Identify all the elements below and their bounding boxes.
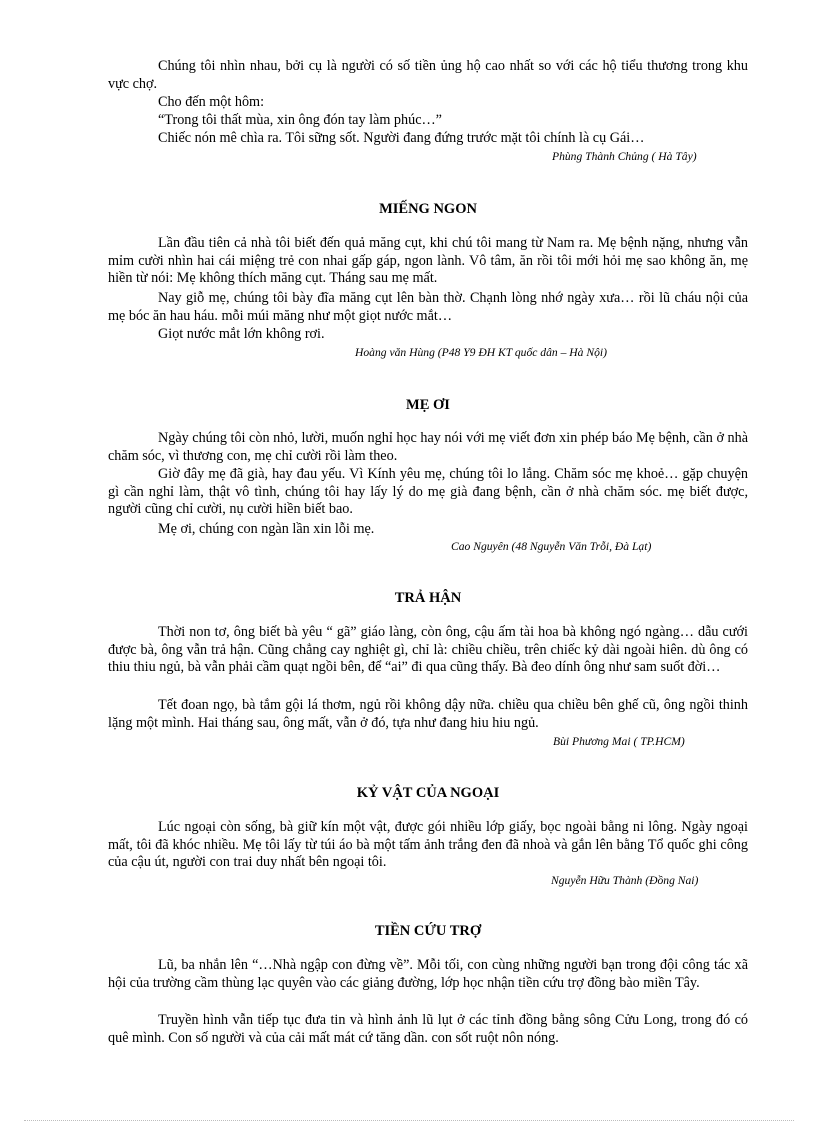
- story-title: MẸ ƠI: [406, 397, 450, 413]
- story-paragraph: Nay giỗ mẹ, chúng tôi bày đĩa măng cụt lên bàn thờ. Chạnh lòng nhớ ngày xưa… rồi lũ cháu nội của mẹ bóc ăn hau háu. mỗi múi măng như một giọt nước mắt…: [108, 290, 748, 324]
- story-paragraph: Tết đoan ngọ, bà tắm gội lá thơm, ngủ rồi không dậy nữa. chiều qua chiều bên ghế cũ, ông ngồi thinh lặng một mình. Hai tháng sau, ông mất, vẫn ở đó, tựa như đang hiu hiu ngủ.: [108, 697, 748, 731]
- author-signature: Phùng Thành Chủng ( Hà Tây): [552, 150, 697, 163]
- author-signature: Hoàng văn Hùng (P48 Y9 ĐH KT quốc dân – Hà Nội): [355, 346, 607, 359]
- story-paragraph: Thời non tơ, ông biết bà yêu “ gã” giáo làng, còn ông, cậu ấm tài hoa bà không ngó ngàng… dẫu cưới được bà, ông vẫn trả hận. Cũng chẳng cay nghiệt gì, chỉ là: chiều chiều, trên chiếc kỷ dài ngoài hiên. dù ông có thiu thiu ngủ, bà vẫn phải cầm quạt ngồi bên, để “ai” đi qua cũng thấy. Bà đeo dính ông như sam suốt đời…: [108, 624, 748, 676]
- author-signature: Nguyễn Hữu Thành (Đồng Nai): [551, 874, 699, 887]
- story-paragraph: Giờ đây mẹ đã già, hay đau yếu. Vì Kính yêu mẹ, chúng tôi lo lắng. Chăm sóc mẹ khoẻ… gặp chuyện gì cần nghỉ làm, thật vô tình, chúng tôi hay lấy lý do mẹ già đang bệnh, cần ở nhà chăm sóc. mẹ biết được, người cũng chỉ cười, nụ cười hiền biết bao.: [108, 466, 748, 518]
- author-signature: Bùi Phương Mai ( TP.HCM): [553, 735, 685, 748]
- story-paragraph: Mẹ ơi, chúng con ngàn lần xin lỗi mẹ.: [158, 521, 375, 537]
- story-paragraph: Giọt nước mắt lớn không rơi.: [158, 326, 325, 342]
- story-title: MIẾNG NGON: [379, 201, 477, 217]
- story-paragraph: Lần đầu tiên cả nhà tôi biết đến quả măng cụt, khi chú tôi mang từ Nam ra. Mẹ bệnh nặng, nhưng vẫn mỉm cười nhìn hai cái miệng trẻ con nhai gấp gáp, ngon lành. Vô tâm, ăn rồi tôi mới hỏi mẹ sao không ăn, mẹ hiền từ nói: Mẹ không thích măng cụt. Tháng sau mẹ mất.: [108, 235, 748, 287]
- story-title: TRẢ HẬN: [394, 590, 462, 606]
- story-paragraph: Chúng tôi nhìn nhau, bởi cụ là người có số tiền ủng hộ cao nhất so với các hộ tiểu thương trong khu vực chợ.: [108, 58, 748, 92]
- story-paragraph: Ngày chúng tôi còn nhỏ, lười, muốn nghỉ học hay nói với mẹ viết đơn xin phép báo Mẹ bệnh, cần ở nhà chăm sóc, vì thương con, mẹ chỉ cười rồi làm theo.: [108, 430, 748, 464]
- story-paragraph: Lũ, ba nhắn lên “…Nhà ngập con đừng về”. Mỗi tối, con cùng những người bạn trong đội công tác xã hội của trường cầm thùng lạc quyên vào các giảng đường, lớp học nhận tiền cứu trợ đồng bào miền Tây.: [108, 957, 748, 991]
- story-paragraph: Chiếc nón mê chìa ra. Tôi sững sốt. Người đang đứng trước mặt tôi chính là cụ Gái…: [158, 130, 645, 146]
- story-paragraph: “Trong tôi thất mùa, xin ông đón tay làm phúc…”: [158, 112, 442, 128]
- page-bottom-divider: [24, 1120, 794, 1121]
- story-paragraph: Truyền hình vẫn tiếp tục đưa tin và hình ảnh lũ lụt ở các tỉnh đồng bằng sông Cửu Long, trong đó có quê mình. Con số người và của cải mất mát cứ tăng dần. con sốt ruột nôn nóng.: [108, 1012, 748, 1046]
- story-title: TIỀN CỨU TRỢ: [374, 923, 482, 939]
- story-paragraph: Lúc ngoại còn sống, bà giữ kín một vật, được gói nhiều lớp giấy, bọc ngoài bằng ni lông. Ngày ngoại mất, tôi đã khóc nhiều. Mẹ tôi lấy từ túi áo bà một tấm ảnh trắng đen đã nhoà và gắn lên bằng Tổ quốc ghi công của cậu út, người con trai duy nhất bên ngoại tôi.: [108, 819, 748, 871]
- story-paragraph: Cho đến một hôm:: [158, 94, 265, 110]
- story-title: KỶ VẬT CỦA NGOẠI: [356, 785, 500, 801]
- author-signature: Cao Nguyên (48 Nguyễn Văn Trỗi, Đà Lạt): [451, 540, 652, 553]
